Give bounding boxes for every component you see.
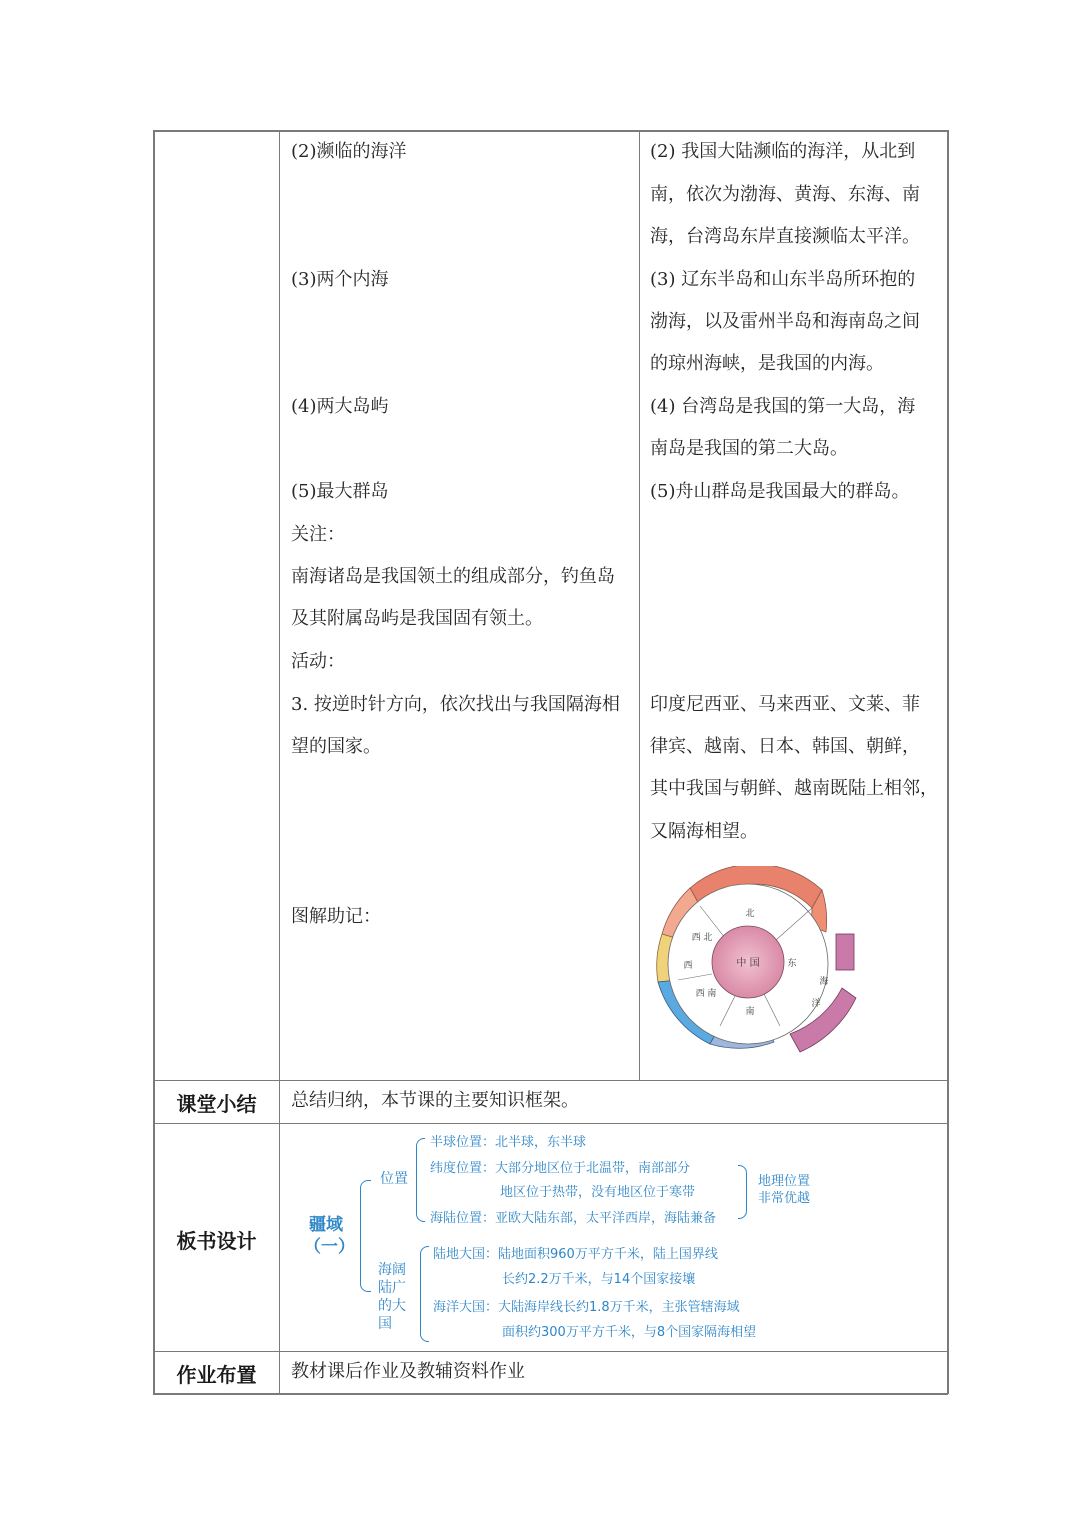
southwest-label: 西 南 — [695, 989, 717, 999]
answer-3-line-2: 渤海，以及雷州半岛和海南岛之间 — [650, 311, 920, 332]
homework-label: 作业布置 — [176, 1363, 257, 1387]
board-title-line-2: （一） — [304, 1237, 355, 1257]
note-label: 关注： — [291, 524, 345, 545]
conclusion-brace — [738, 1165, 747, 1219]
conclusion-line-2: 非常优越 — [758, 1191, 811, 1206]
answer-2-line-3: 海，台湾岛东岸直接濒临太平洋。 — [650, 226, 920, 247]
east-sea-neighbors — [836, 934, 854, 970]
item-4-heading: (4)两大岛屿 — [291, 396, 389, 417]
item-5-heading: (5)最大群岛 — [291, 481, 389, 502]
south-label: 南 — [745, 1007, 755, 1017]
land-power-line-2: 长约2.2万千米，与14个国家接壤 — [502, 1272, 696, 1287]
item-3-heading: (3)两个内海 — [291, 269, 389, 290]
northwest-label: 西 北 — [691, 933, 713, 943]
east-label: 东 — [787, 959, 797, 969]
answer-5-line-1: (5)舟山群岛是我国最大的群岛。 — [650, 481, 910, 502]
summary-text: 总结归纳，本节课的主要知识框架。 — [291, 1090, 579, 1111]
table-border-right — [947, 130, 949, 1394]
main-brace — [360, 1180, 371, 1292]
label-column-divider — [279, 130, 280, 1394]
activity-answer-line-2: 律宾、越南、日本、韩国、朝鲜， — [650, 736, 920, 757]
neighbor-countries-diagram — [650, 866, 865, 1062]
table-border-left — [153, 130, 155, 1394]
row-divider-board — [153, 1123, 948, 1124]
answer-2-line-2: 南，依次为渤海、黄海、东海、南 — [650, 184, 920, 205]
answer-3-line-1: (3) 辽东半岛和山东半岛所环抱的 — [650, 269, 916, 290]
vast-country-brace — [420, 1246, 429, 1342]
activity-answer-line-3: 其中我国与朝鲜、越南既陆上相邻， — [650, 778, 938, 799]
land-sea-position: 海陆位置：亚欧大陆东部，太平洋西岸，海陆兼备 — [430, 1211, 717, 1226]
table-border-bottom — [153, 1393, 948, 1395]
land-power-line-1: 陆地大国：陆地面积960万平方千米，陆上国界线 — [433, 1247, 718, 1262]
row-divider-homework — [153, 1351, 948, 1352]
hemisphere-position: 半球位置：北半球，东半球 — [430, 1135, 587, 1150]
latitude-position-line-2: 地区位于热带，没有地区位于寒带 — [500, 1185, 696, 1200]
board-title-line-1: 疆域 — [309, 1215, 343, 1235]
homework-text: 教材课后作业及教辅资料作业 — [291, 1361, 525, 1382]
note-line-1: 南海诸岛是我国领土的组成部分，钓鱼岛 — [291, 566, 615, 587]
board-design-label: 板书设计 — [176, 1229, 257, 1253]
answer-4-line-1: (4) 台湾岛是我国的第一大岛，海 — [650, 396, 916, 417]
north-label: 北 — [745, 909, 755, 919]
activity-label: 活动： — [291, 651, 345, 672]
sea-power-line-2: 面积约300万平方千米，与8个国家隔海相望 — [502, 1325, 757, 1340]
position-label: 位置 — [380, 1171, 408, 1187]
activity-line-1: 3. 按逆时针方向，依次找出与我国隔海相 — [291, 694, 620, 715]
item-2-heading: (2)濒临的海洋 — [291, 141, 407, 162]
conclusion-line-1: 地理位置 — [758, 1174, 811, 1189]
sea-power-line-1: 海洋大国：大陆海岸线长约1.8万千米，主张管辖海域 — [433, 1300, 740, 1315]
vast-country-line-3: 的大 — [378, 1298, 406, 1314]
center-label: 中 国 — [736, 958, 760, 969]
answer-2-line-1: (2) 我国大陆濒临的海洋，从北到 — [650, 141, 916, 162]
vast-country-line-1: 海阔 — [378, 1262, 406, 1278]
west-label: 西 — [683, 961, 693, 971]
note-line-2: 及其附属岛屿是我国固有领土。 — [291, 608, 543, 629]
answer-4-line-2: 南岛是我国的第二大岛。 — [650, 438, 848, 459]
content-column-divider — [639, 130, 640, 1080]
diagram-label: 图解助记： — [291, 906, 381, 927]
sea-label: 海 — [819, 977, 829, 987]
activity-line-2: 望的国家。 — [291, 736, 381, 757]
vast-country-line-2: 陆广 — [378, 1280, 406, 1296]
latitude-position-line-1: 纬度位置：大部分地区位于北温带，南部部分 — [430, 1161, 691, 1176]
position-brace — [416, 1138, 425, 1222]
activity-answer-line-1: 印度尼西亚、马来西亚、文莱、菲 — [650, 694, 920, 715]
vast-country-line-4: 国 — [378, 1316, 392, 1332]
ocean-label: 洋 — [811, 999, 821, 1009]
answer-3-line-3: 的琼州海峡，是我国的内海。 — [650, 353, 884, 374]
summary-label: 课堂小结 — [176, 1092, 257, 1116]
activity-answer-line-4: 又隔海相望。 — [650, 821, 758, 842]
